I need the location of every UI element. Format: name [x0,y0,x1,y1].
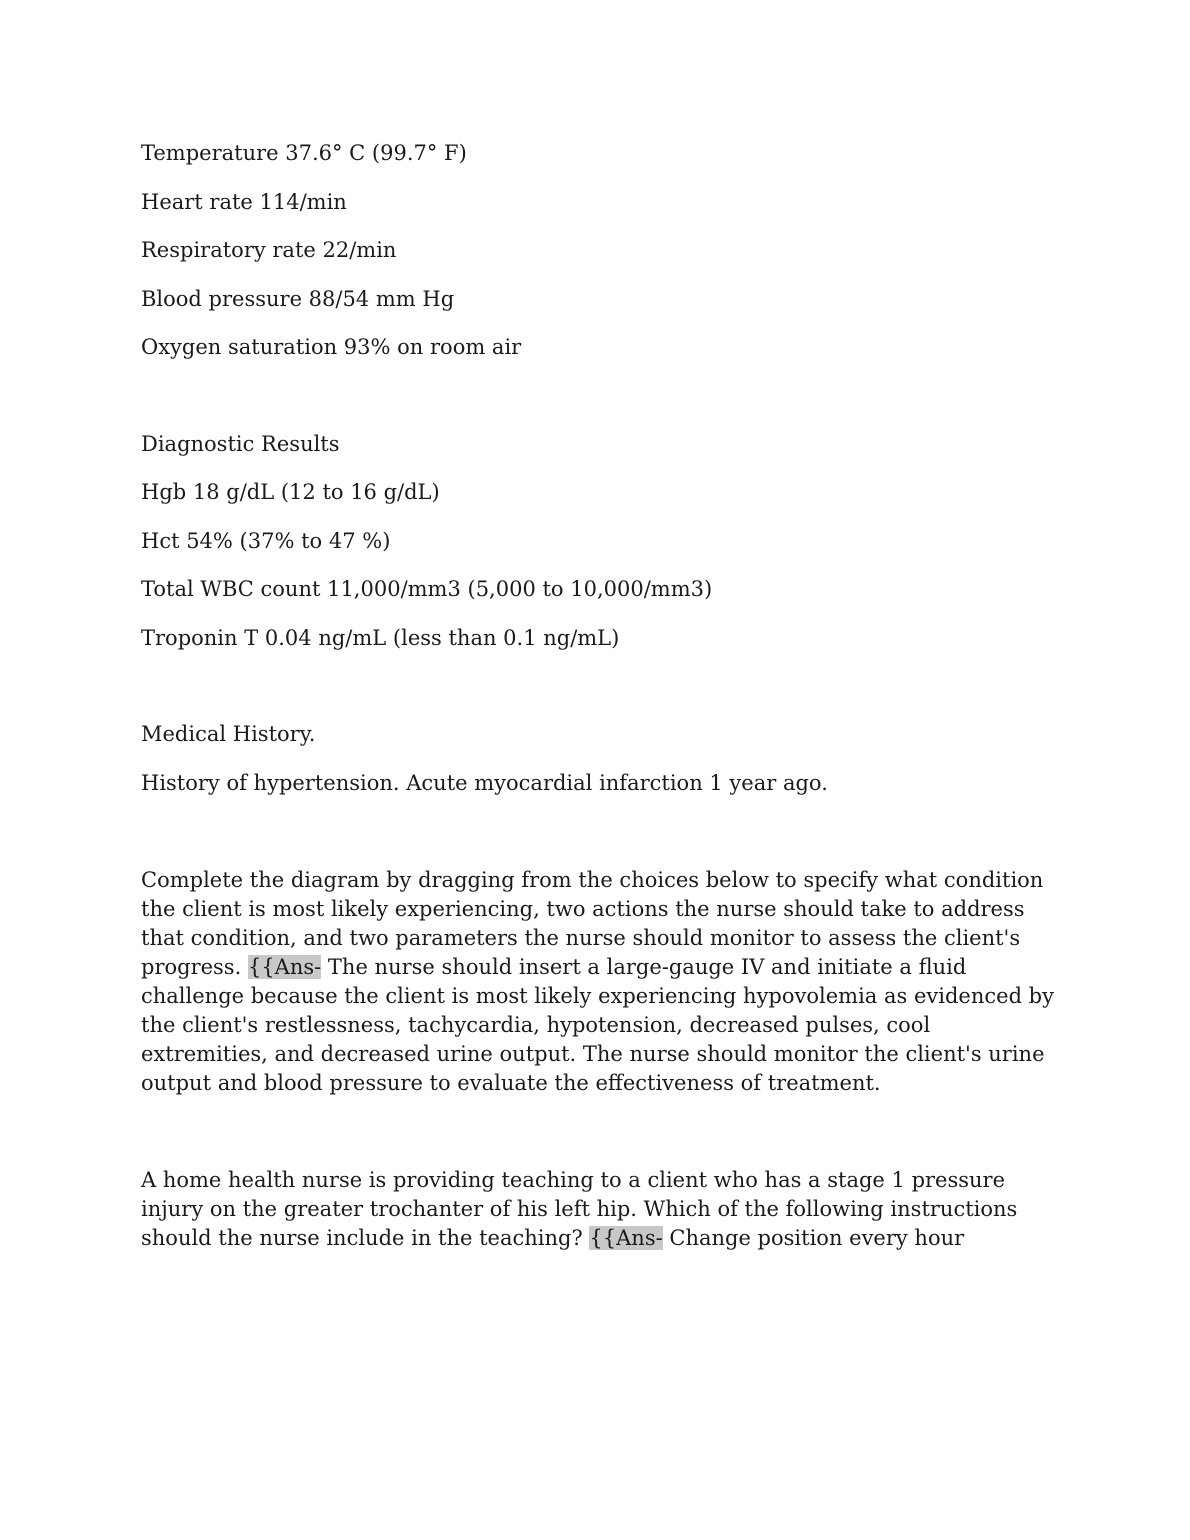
vital-oxygen-saturation: Oxygen saturation 93% on room air [141,335,522,359]
vital-temperature: Temperature 37.6° C (99.7° F) [141,141,467,165]
vital-heart-rate: Heart rate 114/min [141,190,347,214]
answer-marker: {{Ans- [589,1226,663,1250]
vital-blood-pressure: Blood pressure 88/54 mm Hg [141,287,455,311]
history-text: History of hypertension. Acute myocardial infarction 1 year ago. [141,771,828,795]
question-2 [141,1166,1056,1253]
question-2-prompt: A home health nurse is providing teaching to a client who has a stage 1 pressure injury on the greater trochanter of his left hip. Which of the following instructions should the nurse include in the teaching? [141,1168,1018,1250]
diagnostic-troponin: Troponin T 0.04 ng/mL (less than 0.1 ng/mL) [141,626,620,650]
history-heading: Medical History. [141,722,316,746]
question-1 [141,866,1056,1098]
question-1-answer: The nurse should insert a large-gauge IV and initiate a fluid challenge because the client is most likely experiencing hypovolemia as evidenced by the client's restlessness, tachycardia, hypotension, decreased pulses, cool extremities, and decreased urine output. The nurse should monitor the client's urine output and blood pressure to evaluate the effectiveness of treatment. [141,955,1054,1095]
question-2-answer: Change position every hour [662,1226,965,1250]
diagnostic-hgb: Hgb 18 g/dL (12 to 16 g/dL) [141,480,440,504]
diagnostic-heading: Diagnostic Results [141,432,340,456]
diagnostic-hct: Hct 54% (37% to 47 %) [141,529,391,553]
answer-marker: {{Ans- [247,955,322,979]
diagnostic-wbc: Total WBC count 11,000/mm3 (5,000 to 10,000/mm3) [141,577,713,601]
vital-respiratory-rate: Respiratory rate 22/min [141,238,397,262]
question-1-prompt: Complete the diagram by dragging from the choices below to specify what condition the client is most likely experiencing, two actions the nurse should take to address that condition, and two parameters the nurse should monitor to assess the client's progress. [141,868,1044,979]
